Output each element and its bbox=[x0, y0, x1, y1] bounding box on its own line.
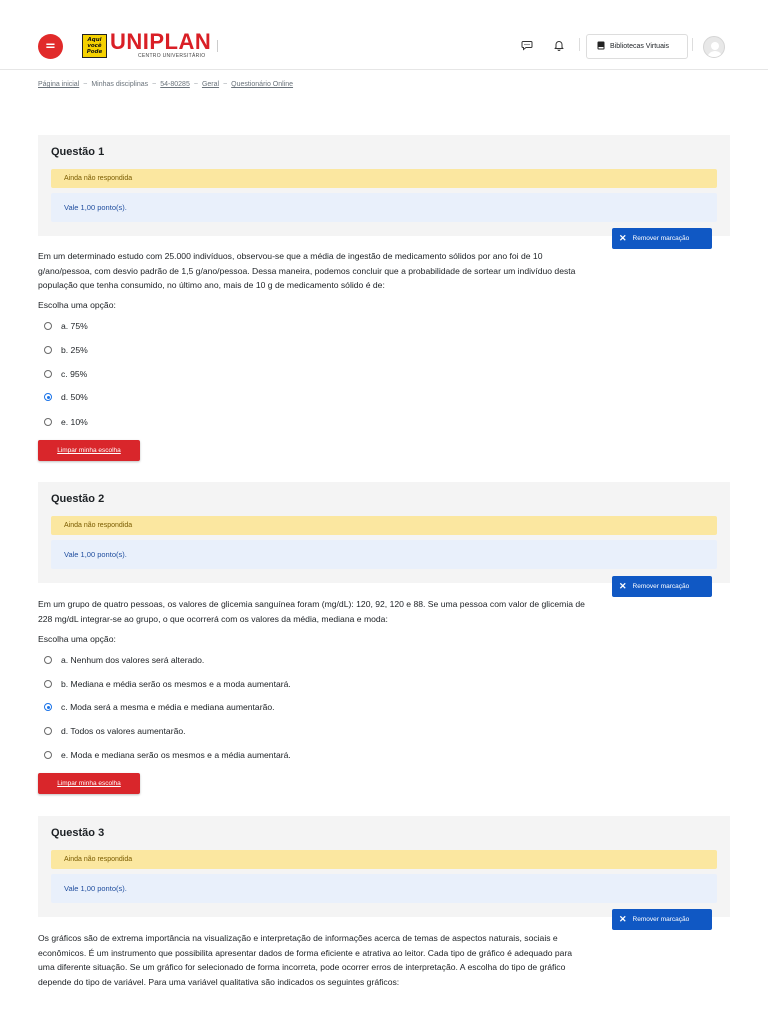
answer-label[interactable]: a. Nenhum dos valores será alterado. bbox=[61, 655, 205, 665]
logo-subtitle: CENTRO UNIVERSITÁRIO bbox=[138, 53, 206, 59]
question-text-line: Os gráficos são de extrema importância na visualização e interpretação de informações acerca de temas de aspectos naturais, sociais e bbox=[38, 933, 558, 943]
book-icon bbox=[597, 41, 605, 52]
answer-option[interactable] bbox=[44, 748, 291, 762]
question-state: Ainda não respondida bbox=[51, 516, 717, 535]
chat-icon[interactable] bbox=[520, 38, 534, 52]
question-grade: Vale 1,00 ponto(s). bbox=[51, 193, 717, 222]
clear-choice-button[interactable]: Limpar minha escolha bbox=[38, 773, 140, 794]
question-text-line: população que tenha consumido, no último ano, mais de 10 g de medicamento sólido é de: bbox=[38, 280, 385, 290]
answer-option[interactable] bbox=[44, 390, 88, 404]
answer-option[interactable] bbox=[44, 677, 291, 691]
question-text-line: econômicos. É um instrumento que possibilita apresentar dados de forma eficiente e atrativa ao leitor. Cada tipo de gráfico é adequado para bbox=[38, 947, 573, 958]
logo-divider bbox=[217, 40, 218, 52]
question-2-info bbox=[38, 482, 730, 583]
logo-badge-text: Aqui você Pode bbox=[86, 37, 103, 55]
radio-button[interactable] bbox=[44, 370, 52, 378]
radio-button[interactable] bbox=[44, 727, 52, 735]
bell-icon[interactable] bbox=[552, 38, 566, 52]
breadcrumb-home[interactable]: Página inicial bbox=[38, 81, 80, 88]
remove-flag-button[interactable] bbox=[612, 576, 712, 597]
question-text-line: Em um grupo de quatro pessoas, os valores de glicemia sanguínea foram (mg/dL): 120, 92, 120 e 88. Se uma pessoa com valor de glicemia de bbox=[38, 599, 585, 609]
answer-label[interactable]: e. 10% bbox=[61, 417, 88, 427]
question-1-text bbox=[38, 249, 730, 293]
breadcrumb-section[interactable]: Geral bbox=[201, 81, 220, 88]
nav-separator bbox=[692, 38, 693, 51]
question-2-text bbox=[38, 597, 730, 626]
avatar[interactable] bbox=[703, 36, 725, 58]
breadcrumb-separator: ~ bbox=[223, 81, 228, 88]
close-icon: ✕ bbox=[619, 914, 627, 924]
radio-button[interactable] bbox=[44, 751, 52, 759]
answer-label[interactable]: a. 75% bbox=[61, 321, 88, 331]
answer-option[interactable] bbox=[44, 319, 88, 333]
question-text-line: uma diferente situação. Se um gráfico for selecionado de forma incorreta, pode ocorrer erros de interpretação. A escolha do tipo de gráfico bbox=[38, 962, 566, 972]
radio-button[interactable] bbox=[44, 393, 52, 401]
answer-label[interactable]: e. Moda e mediana serão os mesmos e a média aumentará. bbox=[61, 750, 291, 760]
radio-button[interactable] bbox=[44, 346, 52, 354]
question-title: Questão 1 bbox=[51, 146, 105, 158]
remove-flag-button[interactable] bbox=[612, 909, 712, 930]
answer-option[interactable] bbox=[44, 343, 88, 357]
answer-label[interactable]: d. 50% bbox=[61, 392, 88, 402]
question-grade: Vale 1,00 ponto(s). bbox=[51, 540, 717, 569]
question-text-line: 228 mg/dL integrar-se ao grupo, o que ocorrerá com os valores da média, mediana e moda: bbox=[38, 613, 388, 624]
hamburger-icon[interactable]: = bbox=[38, 34, 63, 59]
answer-option[interactable] bbox=[44, 653, 204, 667]
nav-separator bbox=[579, 38, 580, 51]
breadcrumb-my-courses: Minhas disciplinas bbox=[91, 81, 149, 88]
answer-label[interactable]: d. Todos os valores aumentarão. bbox=[61, 726, 186, 736]
radio-button[interactable] bbox=[44, 680, 52, 688]
close-icon: ✕ bbox=[619, 233, 627, 243]
answer-option[interactable] bbox=[44, 700, 275, 714]
answer-option[interactable] bbox=[44, 415, 88, 429]
answer-label[interactable]: b. 25% bbox=[61, 345, 88, 355]
remove-flag-label: Remover marcação bbox=[632, 235, 690, 242]
question-title: Questão 3 bbox=[51, 827, 105, 839]
breadcrumb-separator: ~ bbox=[83, 81, 88, 88]
logo-badge bbox=[82, 34, 107, 58]
radio-button[interactable] bbox=[44, 703, 52, 711]
top-navbar bbox=[0, 0, 768, 70]
question-state: Ainda não respondida bbox=[51, 169, 717, 188]
breadcrumb-course[interactable]: 54-80285 bbox=[160, 81, 190, 88]
question-1-info bbox=[38, 135, 730, 236]
breadcrumb-separator: ~ bbox=[152, 81, 157, 88]
choose-option-prompt: Escolha uma opção: bbox=[38, 634, 116, 644]
question-state: Ainda não respondida bbox=[51, 850, 717, 869]
question-3-text bbox=[38, 931, 730, 989]
answer-label[interactable]: c. 95% bbox=[61, 369, 88, 379]
virtual-libraries-button[interactable] bbox=[586, 34, 688, 59]
breadcrumb bbox=[38, 81, 293, 88]
answer-label[interactable]: c. Moda será a mesma e média e mediana aumentarão. bbox=[61, 702, 275, 712]
answer-label[interactable]: b. Mediana e média serão os mesmos e a moda aumentará. bbox=[61, 679, 291, 689]
close-icon: ✕ bbox=[619, 581, 627, 591]
answer-option[interactable] bbox=[44, 367, 87, 381]
logo-name[interactable]: UNIPLAN bbox=[110, 29, 212, 54]
question-text-line: Em um determinado estudo com 25.000 indivíduos, observou-se que a média de ingestão de medicamento sólidos por ano foi de 10 bbox=[38, 251, 543, 261]
remove-flag-label: Remover marcação bbox=[632, 583, 690, 590]
question-text-line: g/ano/pessoa, com desvio padrão de 1,5 g/ano/pessoa. Dessa maneira, podemos concluir que a probabilidade de sortear um indivíduo desta bbox=[38, 265, 576, 276]
radio-button[interactable] bbox=[44, 322, 52, 330]
radio-button[interactable] bbox=[44, 656, 52, 664]
choose-option-prompt: Escolha uma opção: bbox=[38, 300, 116, 310]
answer-option[interactable] bbox=[44, 724, 186, 738]
remove-flag-label: Remover marcação bbox=[632, 916, 690, 923]
radio-button[interactable] bbox=[44, 418, 52, 426]
breadcrumb-quiz[interactable]: Questionário Online bbox=[231, 81, 294, 88]
clear-choice-button[interactable]: Limpar minha escolha bbox=[38, 440, 140, 461]
remove-flag-button[interactable] bbox=[612, 228, 712, 249]
breadcrumb-separator: ~ bbox=[193, 81, 198, 88]
question-title: Questão 2 bbox=[51, 493, 105, 505]
virtual-libraries-label: Bibliotecas Virtuais bbox=[610, 43, 670, 50]
question-3-info bbox=[38, 816, 730, 917]
question-text-line: depende do tipo de variável. Para uma variável qualitativa são indicados os seguintes gráficos: bbox=[38, 976, 400, 987]
question-grade: Vale 1,00 ponto(s). bbox=[51, 874, 717, 903]
